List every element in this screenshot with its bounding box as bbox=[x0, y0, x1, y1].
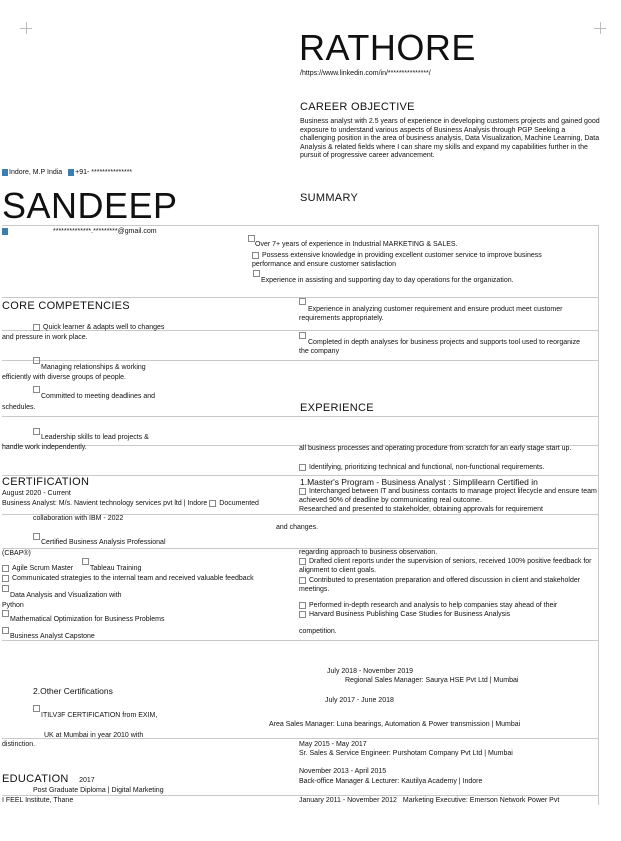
divider bbox=[2, 416, 598, 417]
cert-capstone: Business Analyst Capstone bbox=[10, 633, 95, 640]
divider bbox=[2, 360, 598, 361]
job-dates: January 2011 - November 2012 bbox=[299, 797, 397, 804]
email-icon bbox=[2, 228, 8, 235]
bullet-icon bbox=[33, 533, 40, 540]
job-line bbox=[299, 796, 559, 805]
core-competencies-heading: CORE COMPETENCIES bbox=[2, 300, 130, 312]
education-header bbox=[2, 769, 95, 787]
last-name: RATHORE bbox=[299, 27, 476, 68]
cert-tableau: Tableau Training bbox=[90, 565, 142, 572]
competency-text: Managing relationships & working bbox=[41, 364, 146, 371]
summary-heading: SUMMARY bbox=[300, 192, 359, 204]
crop-mark bbox=[594, 22, 606, 34]
bullet-icon bbox=[33, 357, 40, 364]
other-cert-text: UK at Mumbai in year 2010 with bbox=[44, 732, 144, 739]
experience-item bbox=[299, 610, 510, 619]
job-dates: May 2015 - May 2017 bbox=[299, 741, 367, 748]
cert-cbap-2: (CBAP®) bbox=[2, 550, 31, 557]
competency-text: schedules. bbox=[2, 404, 36, 411]
experience-item bbox=[299, 463, 544, 472]
experience-item bbox=[299, 557, 599, 575]
cert-communicated-text: Communicated strategies to the internal team and received valuable feedback bbox=[12, 575, 254, 582]
linkedin-link[interactable]: /https://www.linkedin.com/in/***************/ bbox=[300, 70, 431, 77]
bullet-icon bbox=[209, 500, 216, 507]
contact-line bbox=[2, 168, 132, 177]
summary-item-text: Experience in assisting and supporting day to day operations for the organization. bbox=[261, 277, 514, 284]
bullet-icon bbox=[33, 705, 40, 712]
education-institute: I FEEL Institute, Thane bbox=[2, 797, 74, 804]
experience-heading: EXPERIENCE bbox=[300, 402, 374, 414]
divider bbox=[2, 475, 598, 476]
bullet-icon bbox=[253, 270, 260, 277]
cert-collab: collaboration with IBM - 2022 bbox=[33, 515, 124, 522]
cert-role bbox=[2, 499, 259, 508]
certification-heading: CERTIFICATION bbox=[2, 476, 90, 488]
competency-text: Committed to meeting deadlines and bbox=[41, 393, 156, 400]
experience-text: competition. bbox=[299, 628, 337, 635]
bullet-icon bbox=[2, 565, 9, 572]
experience-text: Interchanged between IT and business contacts to manage project lifecycle and ensure team achieved 90% of deadline by communicating real outcome. bbox=[299, 488, 597, 504]
cert-agile bbox=[2, 564, 73, 573]
cert-documented: Documented bbox=[219, 500, 259, 507]
competency-item bbox=[33, 323, 164, 332]
bullet-icon bbox=[299, 577, 306, 584]
divider bbox=[2, 225, 598, 226]
career-objective-heading: CAREER OBJECTIVE bbox=[300, 101, 415, 113]
experience-text: regarding approach to business observation. bbox=[299, 549, 438, 556]
bullet-icon bbox=[33, 324, 40, 331]
summary-item-text: Over 7+ years of experience in Industrial MARKETING & SALES. bbox=[255, 241, 458, 248]
career-objective-text: Business analyst with 2.5 years of experience in developing customers projects and gained good exposure to understand various aspects of Business Analysis through PGP Seeking a challenging position in the area of business analysis, Data Visualization, Machine Learning, Data Analysis & related fields where I can share my skills and expand my capabilities further in the pursuit of progressive career advancement. bbox=[300, 118, 600, 159]
job-title: Back-office Manager & Lecturer: Kautilya Academy | Indore bbox=[299, 778, 483, 785]
cert-dataviz-2: Python bbox=[2, 602, 24, 609]
experience-text: Identifying, prioritizing technical and functional, non-functional requirements. bbox=[309, 464, 545, 471]
crop-mark bbox=[20, 22, 32, 34]
summary-item-text: Possess extensive knowledge in providing excellent customer service to improve business performance and ensure customer satisfaction bbox=[252, 252, 542, 268]
experience-text: Harvard Business Publishing Case Studies for Business Analysis bbox=[309, 611, 511, 618]
bullet-icon bbox=[33, 428, 40, 435]
bullet-icon bbox=[2, 585, 9, 592]
education-degree: Post Graduate Diploma | Digital Marketing bbox=[33, 787, 164, 794]
experience-item bbox=[299, 576, 599, 594]
bullet-icon bbox=[248, 235, 255, 242]
job-dates: July 2017 - June 2018 bbox=[325, 697, 394, 704]
bullet-icon bbox=[252, 252, 259, 259]
bullet-icon bbox=[33, 386, 40, 393]
job-title: Sr. Sales & Service Engineer: Purshotam Company Pvt Ltd | Mumbai bbox=[299, 750, 513, 757]
experience-text: Contributed to presentation preparation and offered discussion in client and stakeholder meetings. bbox=[299, 577, 581, 593]
education-year: 2017 bbox=[79, 777, 95, 784]
experience-text: Researched and presented to stakeholder, obtaining approvals for requirement bbox=[299, 506, 543, 513]
summary-item-text: Completed in depth analyses for business projects and supports tool used to reorganize the company bbox=[299, 339, 580, 355]
table-border bbox=[598, 225, 599, 805]
experience-text: all business processes and operating procedure from scratch for an early stage start up. bbox=[299, 445, 572, 452]
job-title: Regional Sales Manager: Saurya HSE Pvt Ltd | Mumbai bbox=[345, 677, 519, 684]
bullet-icon bbox=[82, 558, 89, 565]
cert-math: Mathematical Optimization for Business Problems bbox=[10, 616, 165, 623]
location-icon bbox=[2, 169, 8, 176]
competency-text: efficiently with diverse groups of people. bbox=[2, 374, 126, 381]
other-certifications-heading: 2.Other Certifications bbox=[33, 686, 113, 696]
phone-text[interactable]: +91- *************** bbox=[75, 169, 133, 176]
job-title: Area Sales Manager: Luna bearings, Automation & Power transmission | Mumbai bbox=[269, 721, 521, 728]
competency-text: Quick learner & adapts well to changes bbox=[43, 324, 165, 331]
cert-dataviz: Data Analysis and Visualization with bbox=[10, 592, 122, 599]
phone-icon bbox=[68, 169, 74, 176]
cert-agile-text: Agile Scrum Master bbox=[12, 565, 74, 572]
first-name: SANDEEP bbox=[2, 185, 178, 226]
bullet-icon bbox=[299, 488, 306, 495]
bullet-icon bbox=[299, 298, 306, 305]
bullet-icon bbox=[299, 602, 306, 609]
experience-text: and changes. bbox=[276, 524, 319, 531]
education-heading: EDUCATION bbox=[2, 773, 69, 785]
bullet-icon bbox=[299, 611, 306, 618]
competency-text: Leadership skills to lead projects & bbox=[41, 434, 149, 441]
location-text: Indore, M.P India bbox=[9, 169, 63, 176]
other-cert-text: distinction. bbox=[2, 741, 36, 748]
cert-role-text: Business Analyst: M/s. Navient technology services pvt ltd | Indore bbox=[2, 500, 208, 507]
experience-item bbox=[299, 487, 601, 505]
experience-text: Drafted client reports under the supervision of seniors, received 100% positive feedback for alignment to client goals. bbox=[299, 558, 592, 574]
cert-dates: August 2020 - Current bbox=[2, 490, 71, 497]
competency-text: handle work independently. bbox=[2, 444, 87, 451]
email-line bbox=[2, 227, 9, 236]
job-dates: July 2018 - November 2019 bbox=[327, 668, 413, 675]
bullet-icon bbox=[2, 575, 9, 582]
experience-text: Performed in-depth research and analysis to help companies stay ahead of their bbox=[309, 602, 558, 609]
other-cert-text: ITILV3F CERTIFICATION from EXIM, bbox=[41, 712, 158, 719]
competency-text: and pressure in work place. bbox=[2, 334, 88, 341]
job-title: Marketing Executive: Emerson Network Power Pvt bbox=[402, 797, 560, 804]
email-text[interactable]: **************.*********@gmail.com bbox=[53, 228, 157, 235]
bullet-icon bbox=[2, 627, 9, 634]
summary-item bbox=[252, 251, 562, 269]
cert-communicated bbox=[2, 574, 254, 583]
bullet-icon bbox=[2, 610, 9, 617]
experience-item bbox=[299, 601, 557, 610]
cert-cbap: Certified Business Analysis Professional bbox=[41, 539, 166, 546]
job-dates: November 2013 - April 2015 bbox=[299, 768, 387, 775]
bullet-icon bbox=[299, 464, 306, 471]
masters-program: 1.Master's Program - Business Analyst : Simplilearn Certified in bbox=[300, 477, 538, 487]
bullet-icon bbox=[299, 558, 306, 565]
summary-item-text: Experience in analyzing customer requirement and ensure product meet customer requirements appropriately. bbox=[299, 306, 563, 322]
